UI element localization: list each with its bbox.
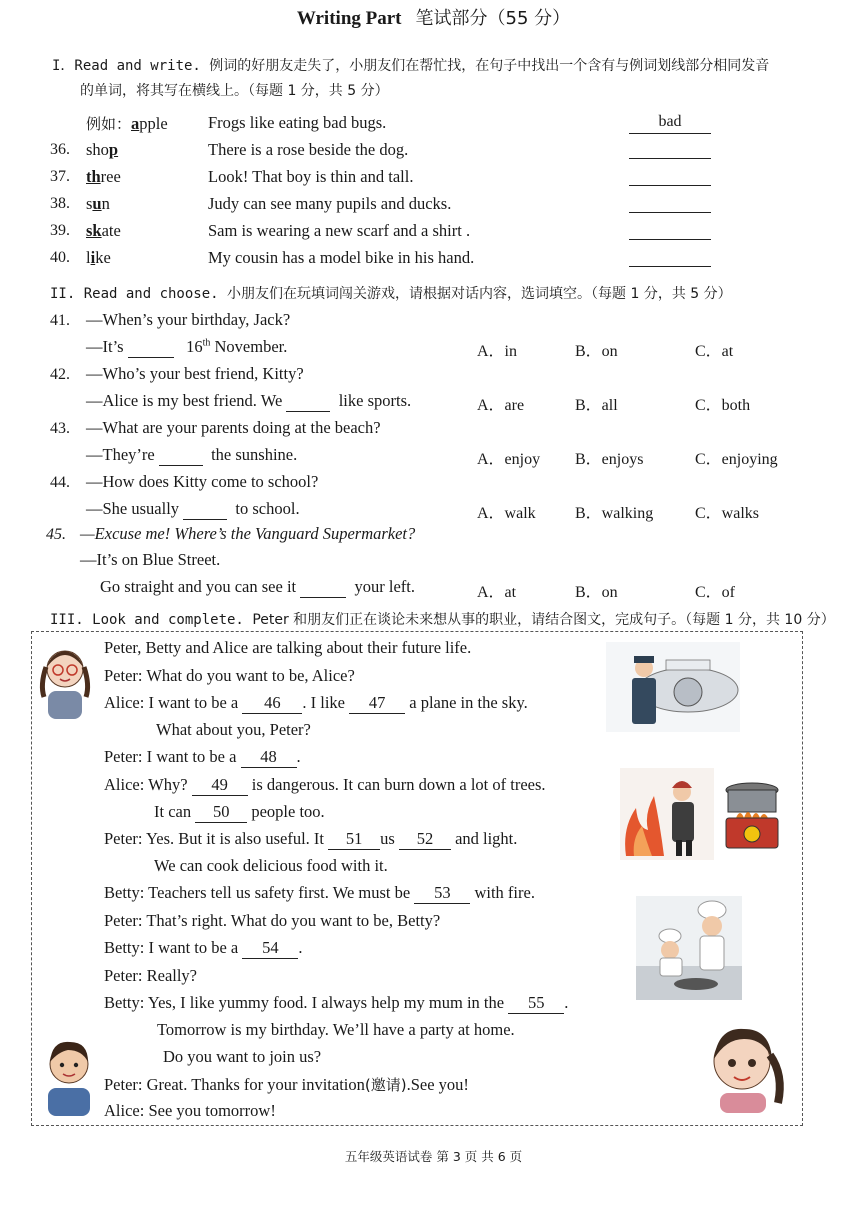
betty-girl-illustration — [698, 1015, 792, 1113]
text: —She usually — [86, 499, 180, 518]
w1: l — [86, 248, 91, 267]
section3-label: III. Look and complete. — [50, 612, 244, 628]
dialogue-line-18: Alice: See you tomorrow! — [104, 1101, 276, 1120]
q44-blank[interactable] — [183, 499, 227, 520]
item-36-number: 36. — [50, 141, 70, 158]
q43-number: 43. — [50, 420, 70, 437]
section2-instruction: 小朋友们在玩填词闯关游戏，请根据对话内容，选词填空。（每题 1 分，共 5 分） — [227, 286, 732, 302]
page-footer: 五年级英语试卷 第 3 页 共 6 页 — [344, 1149, 523, 1164]
dialogue-line-2: Peter: What do you want to be, Alice? — [104, 666, 355, 685]
q41-line1: —When’s your birthday, Jack? — [86, 310, 291, 329]
cn-gloss: (邀请) — [364, 1076, 407, 1094]
text: a plane in the sky. — [409, 693, 528, 712]
blank-48[interactable]: 48 — [241, 747, 297, 768]
item-39-word — [86, 221, 121, 241]
q43-option-c[interactable]: C．enjoying — [695, 451, 778, 468]
blank-55[interactable]: 55 — [508, 993, 564, 1014]
q42-option-c[interactable]: C．both — [695, 397, 751, 414]
wu: th — [86, 167, 101, 186]
blank-51[interactable]: 51 — [328, 829, 380, 850]
item-40-answer-blank[interactable] — [629, 246, 711, 267]
text: your left. — [354, 577, 415, 596]
item-38-word — [86, 194, 110, 214]
q44-option-c[interactable]: C．walks — [695, 505, 760, 522]
item-36-sentence: There is a rose beside the dog. — [208, 140, 409, 159]
item-36-word — [86, 140, 118, 160]
q43-option-b[interactable]: B．enjoys — [575, 451, 644, 468]
w2: ree — [100, 167, 121, 186]
section1-instruction-1: 例词的好朋友走失了，小朋友们在帮忙找，在句子中找出一个含有与例词划线部分相同发音 — [209, 58, 770, 74]
q43-blank[interactable] — [159, 445, 203, 466]
text: Alice: Why? — [104, 775, 188, 794]
text: Go straight and you can see it — [100, 577, 297, 596]
dialogue-line-8 — [104, 829, 517, 850]
q42-line1: —Who’s your best friend, Kitty? — [86, 364, 304, 383]
w2: ke — [95, 248, 111, 267]
item-38-answer-blank[interactable] — [629, 192, 711, 213]
blank-46[interactable]: 46 — [242, 693, 302, 714]
pilot-plane-illustration — [606, 642, 740, 732]
q41-line2 — [86, 337, 287, 358]
q45-line1: —Excuse me! Where’s the Vanguard Supermarket? — [80, 524, 416, 543]
text: like sports. — [338, 391, 412, 410]
q43-line1: —What are your parents doing at the beach? — [86, 418, 381, 437]
item-37-sentence: Look! That boy is thin and tall. — [208, 167, 414, 186]
wu: i — [90, 248, 96, 267]
dialogue-line-12 — [104, 938, 303, 959]
q44-number: 44. — [50, 474, 70, 491]
section1-header — [52, 55, 769, 75]
firefighter-illustration — [620, 768, 714, 860]
dialogue-line-10 — [104, 883, 535, 904]
text: Alice: I want to be a — [104, 693, 239, 712]
item-37-word — [86, 167, 121, 187]
dialogue-line-5 — [104, 747, 301, 768]
dialogue-line-17 — [104, 1074, 469, 1095]
dialogue-line-13: Peter: Really? — [104, 966, 198, 985]
text: —They’re — [86, 445, 155, 464]
text: —Alice is my best friend. We — [86, 391, 283, 410]
q41-blank[interactable] — [128, 337, 174, 358]
dialogue-line-15: Tomorrow is my birthday. We’ll have a party at home. — [157, 1020, 515, 1039]
item-37-answer-blank[interactable] — [629, 165, 711, 186]
q42-blank[interactable] — [286, 391, 330, 412]
item-38-sentence: Judy can see many pupils and ducks. — [208, 194, 452, 213]
peter-boy-illustration — [38, 1032, 100, 1116]
section2-label: II. Read and choose. — [50, 286, 219, 302]
blank-52[interactable]: 52 — [399, 829, 451, 850]
item-36-answer-blank[interactable] — [629, 138, 711, 159]
text: us — [380, 829, 395, 848]
q42-number: 42. — [50, 366, 70, 383]
dialogue-line-11: Peter: That’s right. What do you want to be, Betty? — [104, 911, 441, 930]
section1-instruction-2: 的单词，将其写在横线上。（每题 1 分，共 5 分） — [80, 83, 389, 99]
item-39-number: 39. — [50, 222, 70, 239]
text: .See you! — [406, 1075, 469, 1094]
chef-illustration — [636, 896, 742, 1000]
q45-line3 — [100, 577, 415, 598]
q41-option-b[interactable]: B．on — [575, 343, 618, 360]
q44-option-a[interactable]: A．walk — [477, 505, 536, 522]
example-sentence: Frogs like eating bad bugs. — [208, 113, 387, 132]
q42-line2 — [86, 391, 411, 412]
text: . I like — [302, 693, 345, 712]
wu: u — [92, 194, 102, 213]
text: It can — [154, 802, 192, 821]
text: is dangerous. It can burn down a lot of trees. — [251, 775, 546, 794]
dialogue-line-1: Peter, Betty and Alice are talking about their future life. — [104, 638, 472, 657]
example-prefix: 例如： — [86, 115, 132, 133]
text: . — [298, 938, 303, 957]
w1: s — [86, 194, 93, 213]
item-40-word — [86, 248, 111, 268]
text: —It’s — [86, 337, 124, 356]
example-word — [86, 113, 168, 134]
q45-option-b[interactable]: B．on — [575, 584, 618, 601]
item-39-sentence: Sam is wearing a new scarf and a shirt . — [208, 221, 471, 240]
text: . — [564, 993, 569, 1012]
w2: ate — [101, 221, 121, 240]
day: 16 — [186, 337, 203, 356]
q45-number: 45. — [46, 526, 66, 543]
dialogue-line-7 — [154, 802, 325, 823]
text: November. — [214, 337, 288, 356]
example-rest: pple — [139, 114, 168, 133]
q43-line2 — [86, 445, 297, 466]
title-chinese: 笔试部分（55 分） — [415, 8, 571, 29]
q44-option-b[interactable]: B．walking — [575, 505, 654, 522]
w1: sho — [86, 140, 109, 159]
section3-instruction: Peter 和朋友们正在谈论未来想从事的职业，请结合图文，完成句子。（每题 1 分，共 10 分） — [252, 612, 835, 628]
text: . — [296, 747, 301, 766]
text: Peter: I want to be a — [104, 747, 237, 766]
dialogue-line-3 — [104, 693, 528, 714]
q41-option-c[interactable]: C．at — [695, 343, 734, 360]
blank-53[interactable]: 53 — [414, 883, 470, 904]
dialogue-line-9: We can cook delicious food with it. — [154, 856, 388, 875]
text: Peter: Great. Thanks for your invitation — [104, 1075, 365, 1094]
blank-54[interactable]: 54 — [242, 938, 298, 959]
text: with fire. — [474, 883, 535, 902]
text: people too. — [251, 802, 325, 821]
wu: sk — [86, 221, 102, 240]
item-40-number: 40. — [50, 249, 70, 266]
q45-blank[interactable] — [300, 577, 346, 598]
text: Betty: I want to be a — [104, 938, 239, 957]
section1-label: I．Read and write. — [52, 58, 201, 74]
q41-option-a[interactable]: A．in — [477, 343, 518, 360]
example-underlined: a — [131, 114, 140, 133]
blank-49[interactable]: 49 — [192, 775, 248, 796]
text: Betty: Yes, I like yummy food. I always help my mum in the — [104, 993, 505, 1012]
q44-line1: —How does Kitty come to school? — [86, 472, 319, 491]
item-37-number: 37. — [50, 168, 70, 185]
text: to school. — [235, 499, 300, 518]
q45-line2: —It’s on Blue Street. — [80, 550, 221, 569]
ordinal: th — [202, 337, 211, 349]
text: the sunshine. — [211, 445, 298, 464]
text: and light. — [455, 829, 518, 848]
dialogue-line-6 — [104, 775, 546, 796]
q42-option-a[interactable]: A．are — [477, 397, 525, 414]
title-english: Writing Part — [296, 8, 402, 29]
q45-option-c[interactable]: C．of — [695, 584, 736, 601]
text: Peter: Yes. But it is also useful. It — [104, 829, 325, 848]
q44-line2 — [86, 499, 300, 520]
alice-girl-illustration — [34, 639, 96, 721]
dialogue-line-16: Do you want to join us? — [163, 1047, 322, 1066]
dialogue-line-14 — [104, 993, 568, 1014]
item-40-sentence: My cousin has a model bike in his hand. — [208, 248, 475, 267]
example-answer: bad — [629, 113, 711, 134]
q42-option-b[interactable]: B．all — [575, 397, 618, 414]
blank-50[interactable]: 50 — [195, 802, 247, 823]
item-39-answer-blank[interactable] — [629, 219, 711, 240]
q41-number: 41. — [50, 312, 70, 329]
q43-option-a[interactable]: A．enjoy — [477, 451, 541, 468]
page-title — [0, 4, 867, 30]
section2-header — [50, 283, 732, 303]
blank-47[interactable]: 47 — [349, 693, 405, 714]
q45-option-a[interactable]: A．at — [477, 584, 517, 601]
item-38-number: 38. — [50, 195, 70, 212]
wu: p — [108, 140, 119, 159]
cooking-pot-stove-illustration — [718, 768, 786, 860]
text: Betty: Teachers tell us safety first. We must be — [104, 883, 411, 902]
section3-header — [50, 609, 835, 629]
dialogue-line-4: What about you, Peter? — [156, 720, 311, 739]
w2: n — [101, 194, 110, 213]
